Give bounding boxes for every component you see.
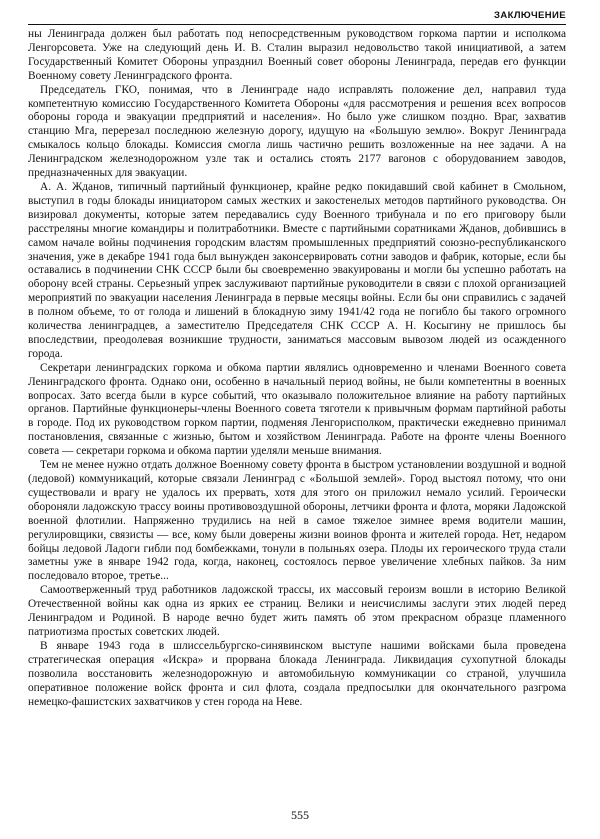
paragraph-6: Самоотверженный труд работников ладожской трассы, их массовый героизм вошли в историю Великой Отечественной войны как одна из ярких ее страниц. Велики и неисчислимы заслуги этих людей перед Ленинградом и Родиной. В народе вечно будет жить память об этом прекрасном образце пламенного патриотизма простых советских людей.	[28, 584, 566, 638]
paragraph-4: Секретари ленинградских горкома и обкома партии являлись одновременно и членами Военного совета Ленинградского фронта. Однако они, особенно в начальный период войны, не были компетентны в военных вопросах. Зато всегда были в курсе событий, что оказывало положительное влияние на работу партийных органов. Партийные функционеры-члены Военного совета тяготели к привычным формам партийной работы в городе. Под их руководством горком партии, подменяя Ленгорисполком, практически ежедневно принимал постановления, связанные с жизнью, бытом и хозяйством Ленинграда. Работе на фронте члены Военного совета — секретари горкома и обкома партии уделяли меньше внимания.	[28, 361, 566, 458]
body-text	[28, 28, 566, 709]
paragraph-2: Председатель ГКО, понимая, что в Ленинграде надо исправлять положение дел, направил туда компетентную комиссию Государственного Комитета Обороны «для рассмотрения и решения всех вопросов обороны города и эвакуации предприятий и населения». Но было уже слишком поздно. Враг, захватив станцию Мга, перерезал последнюю железную дорогу, идущую на «Большую землю». Вокруг Ленинграда смыкалось кольцо блокады. Комиссия смогла лишь частично решить возложенные на нее задачи. А на Ленинградском железнодорожном узле так и остались стоять 2177 вагонов с оборудованием заводов, предназначенных для эвакуации.	[28, 83, 566, 180]
paragraph-1: ны Ленинграда должен был работать под непосредственным руководством горкома партии и исполкома Ленгорсовета. Уже на следующий день И. В. Сталин выразил недовольство такой инициативой, а затем Государственный Комитет Обороны упразднил Военный совет обороны Ленинграда, передав его функции Военному совету Ленинградского фронта.	[28, 28, 566, 82]
running-head: ЗАКЛЮЧЕНИЕ	[28, 10, 566, 25]
page-number: 555	[291, 808, 309, 822]
paragraph-3: А. А. Жданов, типичный партийный функционер, крайне редко покидавший свой кабинет в Смольном, выступил в годы блокады инициатором самых жестких и закостенелых методов партийного руководства. Он визировал документы, которые затем передавались суду Военного трибунала и по его приговору были расстреляны многие командиры и политработники. Вместе с партийными соратниками Жданов, добившись в самом начале войны подчинения городским властям промышленных предприятий союзно-республиканского значения, уже в декабре 1941 года был вынужден законсервировать сотни заводов и фабрик, которые, если бы оставались в подчинении СНК СССР были бы своевременно эвакуированы и могли бы успешно работать на оборону всей страны. Серьезный упрек заслуживают партийные руководители в связи с плохой организацией мероприятий по эвакуации населения Ленинграда в первые месяцы войны. Если бы они справились с задачей в полном объеме, то от голода и лишений в блокадную зиму 1941/42 года не погибло бы такого огромного количества ленинградцев, а заместителю Председателя СНК СССР А. Н. Косыгину не пришлось бы впоследствии, преодолевая возникшие трудности, заниматься массовым вывозом людей из осажденного города.	[28, 180, 566, 360]
paragraph-5: Тем не менее нужно отдать должное Военному совету фронта в быстром установлении воздушной и водной (ледовой) коммуникаций, которые связали Ленинград с «Большой землей». Город выстоял потому, что они существовали и врагу не удалось их прервать, хотя для этого он приложил немало усилий. Героически обороняли ладожскую трассу воины противовоздушной обороны, летчики фронта и флота, моряки Ладожской военной флотилии. Напряженно трудились на ней в самое тяжелое зимнее время водители машин, регулировщики, связисты — все, кому были доверены жизни воинов фронта и жителей города. Нет, недаром бойцы ледовой Ладоги гибли под бомбежками, тонули в полыньях озера. Плоды их героического труда стали заметны уже в январе 1942 года, когда, наконец, состоялось первое увеличение хлебных пайков. За ним последовало второе, третье...	[28, 459, 566, 583]
paragraph-7: В январе 1943 года в шлиссельбургско-синявинском выступе нашими войсками была проведена стратегическая операция «Искра» и прорвана блокада Ленинграда. Ликвидация сухопутной блокады позволила восстановить железнодорожную и автомобильную коммуникации со страной, улучшила оперативное положение войск фронта и сил флота, создала предпосылки для окончательного разгрома немецко-фашистских захватчиков у стен города на Неве.	[28, 639, 566, 708]
